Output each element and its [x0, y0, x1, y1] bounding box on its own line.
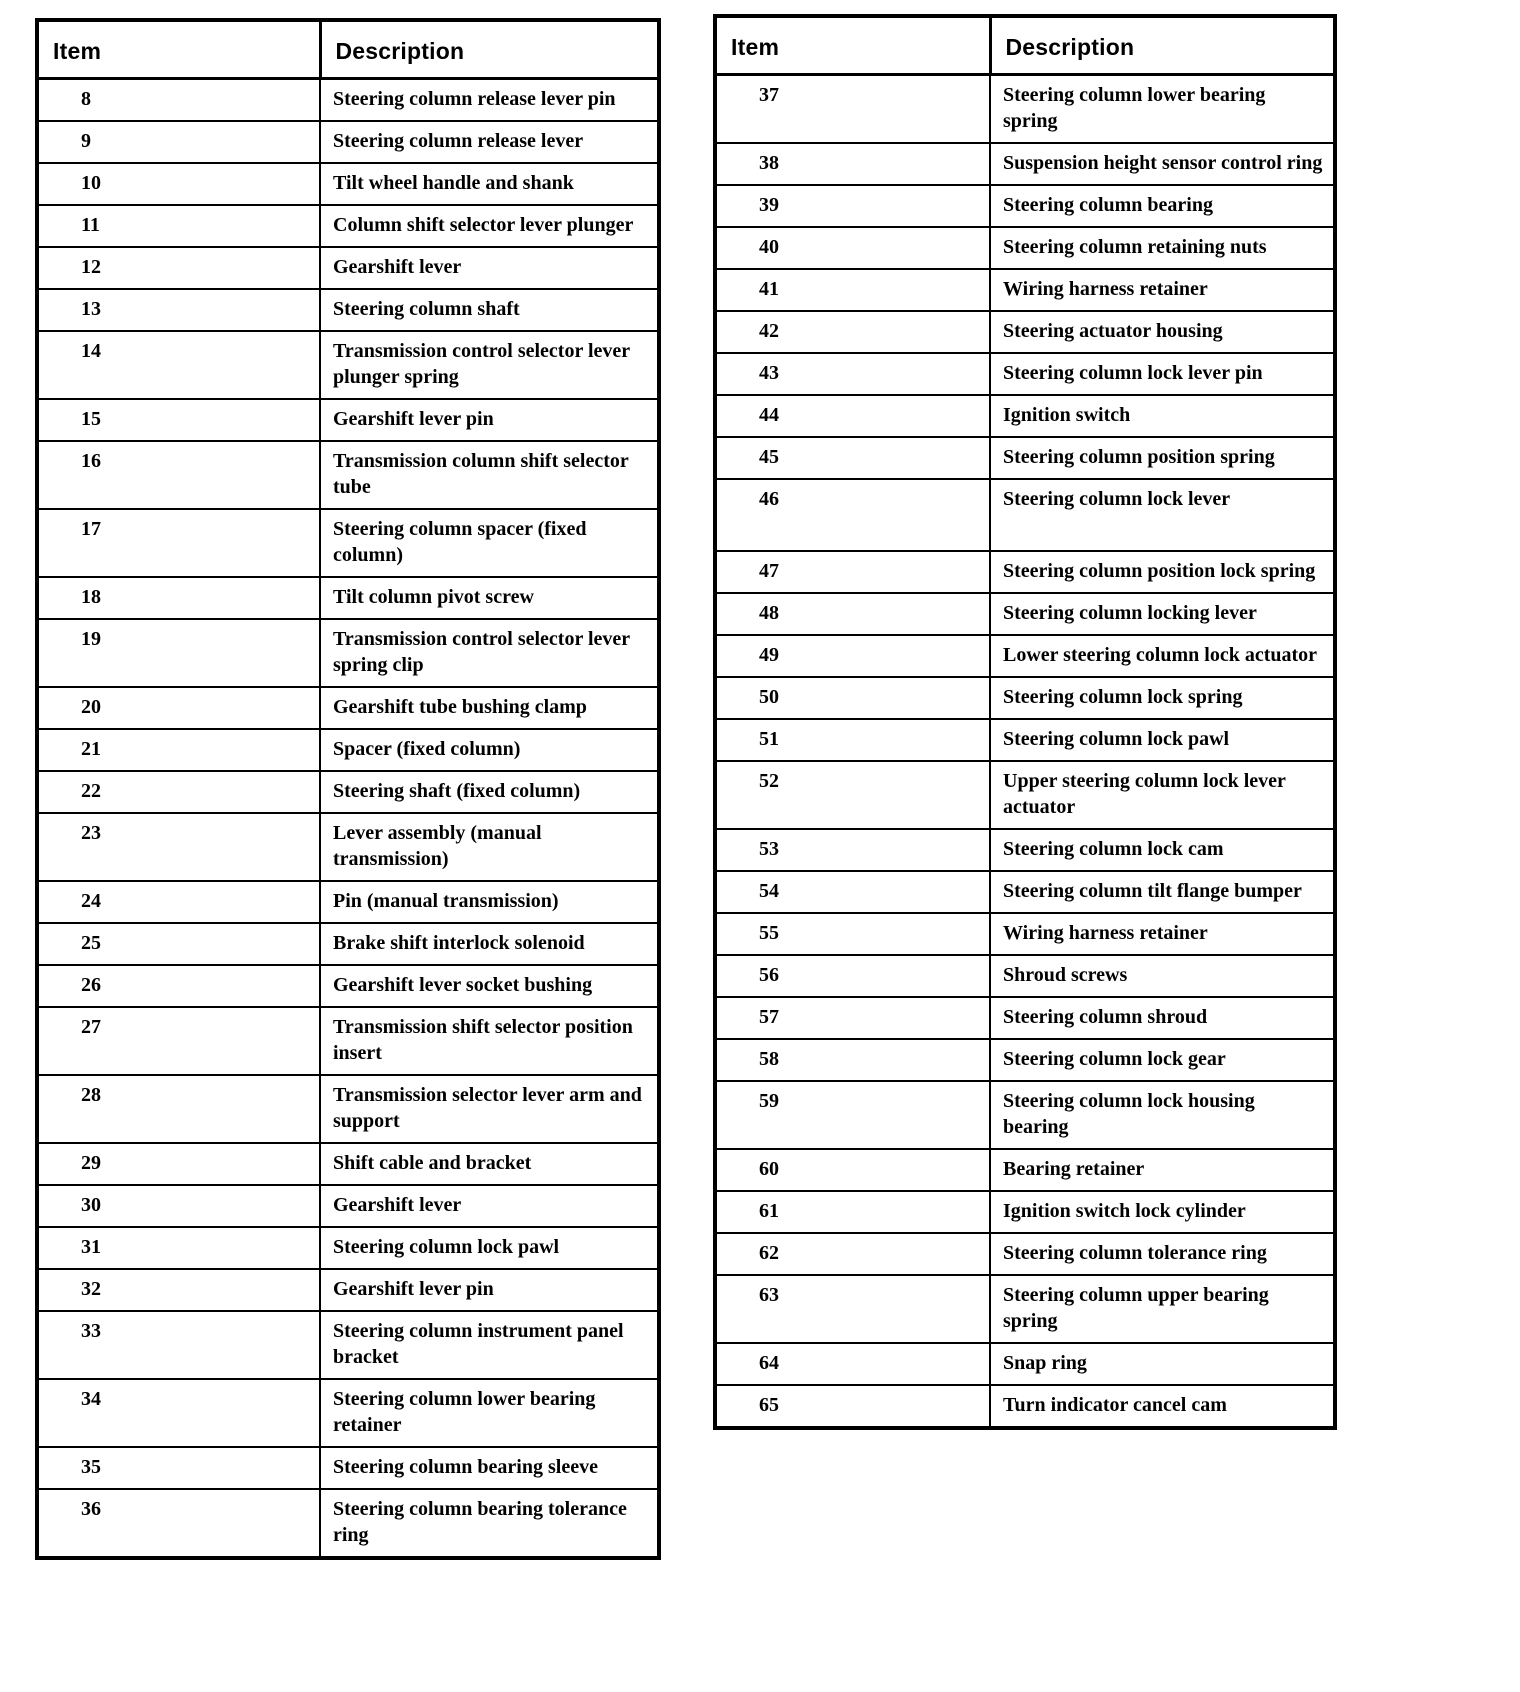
description-cell: Steering shaft (fixed column) [320, 771, 659, 813]
table-row [715, 1233, 1335, 1275]
item-cell: 9 [37, 121, 320, 163]
table-row [715, 227, 1335, 269]
description-cell: Shift cable and bracket [320, 1143, 659, 1185]
description-cell: Upper steering column lock lever actuator [990, 761, 1335, 829]
table-row [37, 79, 659, 122]
description-cell: Steering column lock lever pin [990, 353, 1335, 395]
parts-table-right [713, 14, 1337, 1430]
table-row [715, 635, 1335, 677]
table-row [37, 881, 659, 923]
item-cell: 56 [715, 955, 990, 997]
description-cell: Steering column lower bearing spring [990, 75, 1335, 144]
item-cell: 13 [37, 289, 320, 331]
item-cell: 12 [37, 247, 320, 289]
table-row [37, 1489, 659, 1558]
description-cell: Steering column instrument panel bracket [320, 1311, 659, 1379]
description-cell: Steering actuator housing [990, 311, 1335, 353]
item-column-header: Item [715, 16, 990, 75]
description-cell: Steering column release lever [320, 121, 659, 163]
item-cell: 51 [715, 719, 990, 761]
table-row [715, 269, 1335, 311]
table-row [715, 593, 1335, 635]
item-cell: 47 [715, 551, 990, 593]
item-cell: 38 [715, 143, 990, 185]
description-cell: Gearshift lever [320, 247, 659, 289]
item-cell: 14 [37, 331, 320, 399]
table-row [715, 143, 1335, 185]
table-row [715, 871, 1335, 913]
description-cell: Gearshift lever [320, 1185, 659, 1227]
description-cell: Steering column lock spring [990, 677, 1335, 719]
table-header-row [715, 16, 1335, 75]
table-row [37, 577, 659, 619]
table-row [715, 677, 1335, 719]
description-cell: Gearshift lever pin [320, 1269, 659, 1311]
item-cell: 28 [37, 1075, 320, 1143]
description-column-header: Description [320, 20, 659, 79]
item-cell: 65 [715, 1385, 990, 1428]
description-cell: Shroud screws [990, 955, 1335, 997]
description-cell: Steering column tolerance ring [990, 1233, 1335, 1275]
table-row [37, 1227, 659, 1269]
description-cell: Brake shift interlock solenoid [320, 923, 659, 965]
item-cell: 57 [715, 997, 990, 1039]
table-row [37, 813, 659, 881]
item-cell: 50 [715, 677, 990, 719]
item-cell: 16 [37, 441, 320, 509]
table-row [37, 399, 659, 441]
table-row [37, 923, 659, 965]
description-cell: Steering column release lever pin [320, 79, 659, 122]
table-row [37, 1311, 659, 1379]
table-row [37, 729, 659, 771]
description-cell: Steering column bearing [990, 185, 1335, 227]
description-cell: Steering column shroud [990, 997, 1335, 1039]
table-row [715, 997, 1335, 1039]
item-cell: 41 [715, 269, 990, 311]
table-row [715, 479, 1335, 551]
description-cell: Pin (manual transmission) [320, 881, 659, 923]
table-row [37, 1007, 659, 1075]
table-row [37, 163, 659, 205]
table-row [715, 913, 1335, 955]
description-cell: Steering column position spring [990, 437, 1335, 479]
table-row [37, 331, 659, 399]
table-row [37, 205, 659, 247]
item-cell: 34 [37, 1379, 320, 1447]
description-cell: Steering column bearing tolerance ring [320, 1489, 659, 1558]
table-row [37, 965, 659, 1007]
item-cell: 8 [37, 79, 320, 122]
item-cell: 49 [715, 635, 990, 677]
item-cell: 53 [715, 829, 990, 871]
table-header-row [37, 20, 659, 79]
item-column-header: Item [37, 20, 320, 79]
description-cell: Tilt column pivot screw [320, 577, 659, 619]
table-row [37, 619, 659, 687]
description-cell: Transmission selector lever arm and support [320, 1075, 659, 1143]
description-cell: Column shift selector lever plunger [320, 205, 659, 247]
table-row [715, 761, 1335, 829]
description-cell: Steering column shaft [320, 289, 659, 331]
item-cell: 33 [37, 1311, 320, 1379]
table-row [37, 121, 659, 163]
description-cell: Steering column tilt flange bumper [990, 871, 1335, 913]
description-cell: Steering column retaining nuts [990, 227, 1335, 269]
description-cell: Steering column lock cam [990, 829, 1335, 871]
description-cell: Bearing retainer [990, 1149, 1335, 1191]
description-cell: Steering column lock gear [990, 1039, 1335, 1081]
table-row [37, 441, 659, 509]
description-cell: Lever assembly (manual transmission) [320, 813, 659, 881]
description-cell: Snap ring [990, 1343, 1335, 1385]
item-cell: 40 [715, 227, 990, 269]
item-cell: 37 [715, 75, 990, 144]
item-cell: 17 [37, 509, 320, 577]
description-cell: Wiring harness retainer [990, 913, 1335, 955]
table-row [37, 1379, 659, 1447]
item-cell: 45 [715, 437, 990, 479]
table-row [715, 1343, 1335, 1385]
table-row [715, 1385, 1335, 1428]
table-row [715, 1081, 1335, 1149]
item-cell: 55 [715, 913, 990, 955]
description-cell: Wiring harness retainer [990, 269, 1335, 311]
item-cell: 29 [37, 1143, 320, 1185]
item-cell: 23 [37, 813, 320, 881]
item-cell: 52 [715, 761, 990, 829]
table-row [715, 551, 1335, 593]
item-cell: 62 [715, 1233, 990, 1275]
item-cell: 64 [715, 1343, 990, 1385]
item-cell: 26 [37, 965, 320, 1007]
description-cell: Suspension height sensor control ring [990, 143, 1335, 185]
item-cell: 11 [37, 205, 320, 247]
table-row [715, 1149, 1335, 1191]
table-row [37, 771, 659, 813]
item-cell: 21 [37, 729, 320, 771]
table-row [37, 247, 659, 289]
item-cell: 42 [715, 311, 990, 353]
description-cell: Ignition switch [990, 395, 1335, 437]
description-cell: Transmission column shift selector tube [320, 441, 659, 509]
table-row [715, 353, 1335, 395]
item-cell: 22 [37, 771, 320, 813]
description-cell: Steering column locking lever [990, 593, 1335, 635]
table-row [715, 75, 1335, 144]
table-row [715, 1039, 1335, 1081]
item-cell: 58 [715, 1039, 990, 1081]
item-cell: 39 [715, 185, 990, 227]
description-cell: Steering column lock pawl [320, 1227, 659, 1269]
table-row [37, 1447, 659, 1489]
table-row [37, 1185, 659, 1227]
description-cell: Gearshift tube bushing clamp [320, 687, 659, 729]
item-cell: 32 [37, 1269, 320, 1311]
description-cell: Transmission control selector lever spring clip [320, 619, 659, 687]
table-row [715, 395, 1335, 437]
description-cell: Transmission control selector lever plunger spring [320, 331, 659, 399]
table-row [37, 1075, 659, 1143]
item-cell: 27 [37, 1007, 320, 1075]
description-cell: Steering column lock lever [990, 479, 1335, 551]
description-cell: Steering column bearing sleeve [320, 1447, 659, 1489]
item-cell: 20 [37, 687, 320, 729]
table-row [715, 311, 1335, 353]
description-cell: Gearshift lever socket bushing [320, 965, 659, 1007]
item-cell: 19 [37, 619, 320, 687]
description-cell: Spacer (fixed column) [320, 729, 659, 771]
description-cell: Ignition switch lock cylinder [990, 1191, 1335, 1233]
table-row [37, 509, 659, 577]
item-cell: 60 [715, 1149, 990, 1191]
table-row [715, 185, 1335, 227]
item-cell: 59 [715, 1081, 990, 1149]
item-cell: 31 [37, 1227, 320, 1269]
description-cell: Steering column lock housing bearing [990, 1081, 1335, 1149]
item-cell: 48 [715, 593, 990, 635]
table-row [37, 687, 659, 729]
item-cell: 30 [37, 1185, 320, 1227]
item-cell: 25 [37, 923, 320, 965]
parts-table-left [35, 18, 661, 1560]
item-cell: 61 [715, 1191, 990, 1233]
table-row [37, 289, 659, 331]
table-row [37, 1143, 659, 1185]
item-cell: 15 [37, 399, 320, 441]
description-column-header: Description [990, 16, 1335, 75]
table-row [715, 1275, 1335, 1343]
description-cell: Turn indicator cancel cam [990, 1385, 1335, 1428]
description-cell: Lower steering column lock actuator [990, 635, 1335, 677]
item-cell: 43 [715, 353, 990, 395]
item-cell: 35 [37, 1447, 320, 1489]
table-row [715, 1191, 1335, 1233]
item-cell: 18 [37, 577, 320, 619]
description-cell: Steering column upper bearing spring [990, 1275, 1335, 1343]
table-row [715, 955, 1335, 997]
item-cell: 46 [715, 479, 990, 551]
item-cell: 63 [715, 1275, 990, 1343]
item-cell: 24 [37, 881, 320, 923]
table-row [715, 829, 1335, 871]
description-cell: Steering column position lock spring [990, 551, 1335, 593]
table-row [715, 437, 1335, 479]
item-cell: 44 [715, 395, 990, 437]
description-cell: Tilt wheel handle and shank [320, 163, 659, 205]
description-cell: Steering column spacer (fixed column) [320, 509, 659, 577]
description-cell: Gearshift lever pin [320, 399, 659, 441]
item-cell: 36 [37, 1489, 320, 1558]
item-cell: 10 [37, 163, 320, 205]
description-cell: Transmission shift selector position insert [320, 1007, 659, 1075]
description-cell: Steering column lock pawl [990, 719, 1335, 761]
table-row [715, 719, 1335, 761]
description-cell: Steering column lower bearing retainer [320, 1379, 659, 1447]
item-cell: 54 [715, 871, 990, 913]
table-row [37, 1269, 659, 1311]
